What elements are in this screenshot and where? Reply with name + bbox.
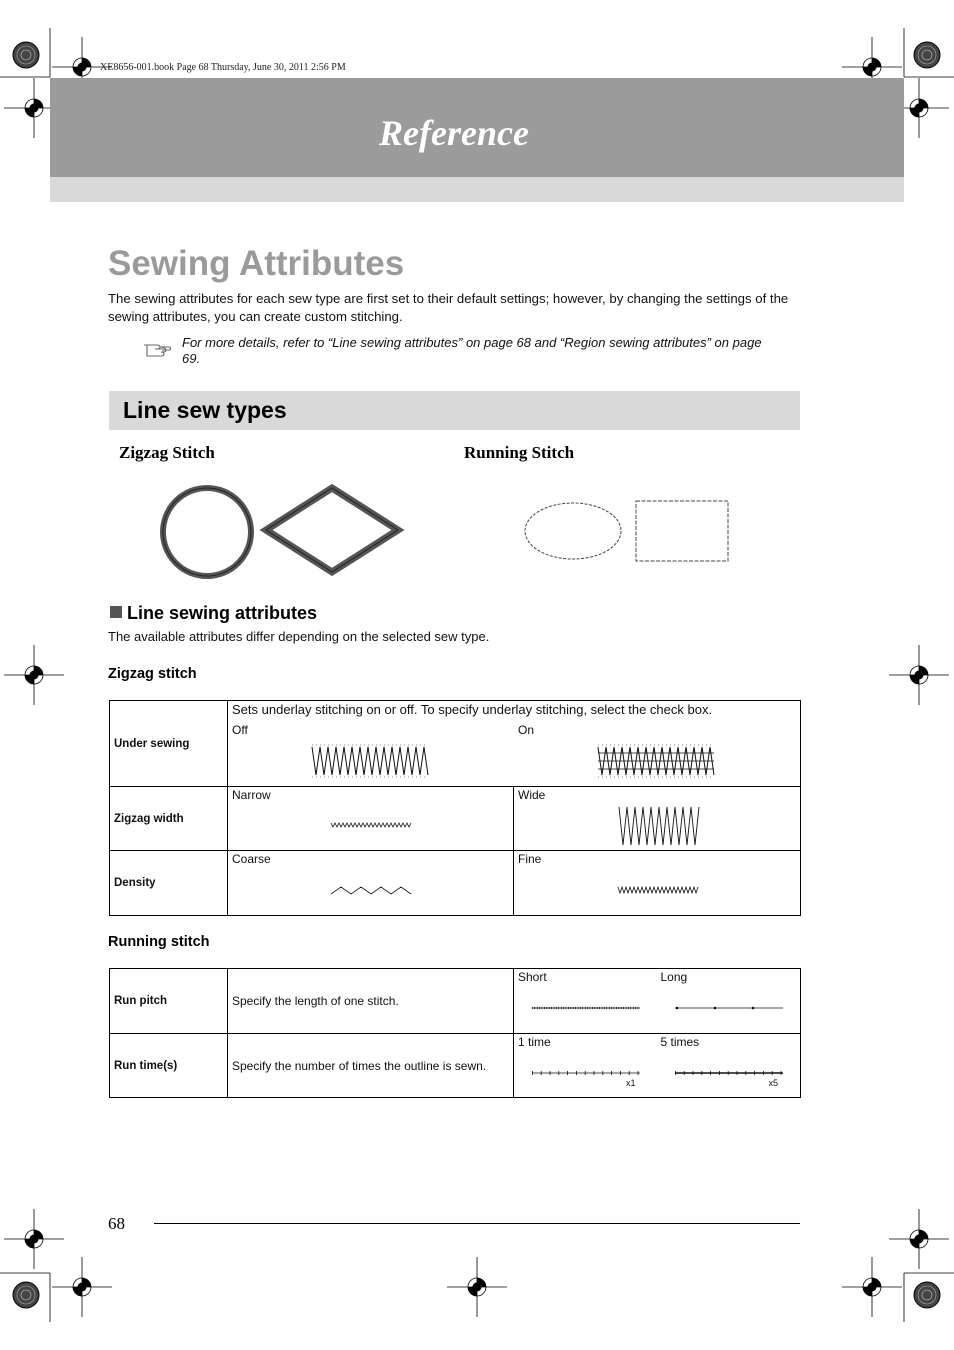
run-pitch-long-cell [657,969,801,1034]
banner-title: Reference [379,113,529,153]
table-row [110,969,801,1034]
zigzag-attributes-table [109,700,801,916]
line-sewing-attributes-title: Line sewing attributes [127,603,318,623]
under-sewing-description: Sets underlay stitching on or off. To specify underlay stitching, select the check box. [232,702,713,717]
run-times-five-label: 5 times [660,1035,700,1049]
cross-reference-note: For more details, refer to “Line sewing attributes” on page 68 and “Region sewing attributes” on page 69. [182,335,762,366]
pointing-hand-icon [143,337,171,359]
run-times-one-cell [514,1034,657,1098]
underlay-on-stitch [596,741,718,781]
row-header-zigzag-width: Zigzag width [110,787,228,851]
section-title: Line sew types [123,397,287,423]
running-stitch-sample [520,495,735,567]
run-times-description: Specify the number of times the outline is sewn. [228,1034,514,1098]
density-coarse-cell [228,851,514,916]
row-header-run-times: Run time(s) [110,1034,228,1098]
long-pitch-stitch [675,1003,783,1013]
run-times-five-tag: x5 [768,1078,779,1088]
zigzag-stitch-sample [155,480,410,585]
square-bullet-icon [110,606,122,618]
running-attributes-table [109,968,801,1098]
run-times-one-label: 1 time [518,1035,551,1049]
coarse-density-stitch [330,884,414,898]
page-title: Sewing Attributes [108,244,405,283]
density-fine-label: Fine [518,852,542,866]
row-header-run-pitch: Run pitch [110,969,228,1034]
table-row [110,787,801,851]
table-row [110,851,801,916]
underlay-off-stitch [310,741,432,781]
under-sewing-cell [228,701,801,787]
running-table-caption: Running stitch [108,934,210,950]
wide-zigzag-stitch [617,803,701,849]
running-stitch-label: Running Stitch [464,443,575,462]
line-sewing-attributes-heading [110,603,317,624]
banner-strip [50,177,904,202]
zigzag-width-wide-label: Wide [518,788,546,802]
short-pitch-stitch [532,1003,640,1013]
table-row [110,1034,801,1098]
run-pitch-description: Specify the length of one stitch. [228,969,514,1034]
row-header-density: Density [110,851,228,916]
run-pitch-short-label: Short [518,970,547,984]
one-time-stitch [532,1068,640,1078]
zigzag-wide-cell [514,787,801,851]
run-pitch-short-cell [514,969,657,1034]
print-info: XE8656-001.book Page 68 Thursday, June 30, 2011 2:56 PM [100,62,346,73]
page-number: 68 [108,1214,125,1233]
run-pitch-long-label: Long [660,970,688,984]
zigzag-narrow-cell [228,787,514,851]
footer-rule [154,1223,800,1224]
zigzag-table-caption: Zigzag stitch [108,666,197,682]
zigzag-width-narrow-label: Narrow [232,788,271,802]
zigzag-stitch-label: Zigzag Stitch [119,443,215,462]
density-coarse-label: Coarse [232,852,271,866]
under-sewing-on-label: On [518,723,535,737]
density-fine-cell [514,851,801,916]
run-times-five-cell [657,1034,801,1098]
line-sewing-attributes-description: The available attributes differ depending on the selected sew type. [108,629,490,644]
under-sewing-off-label: Off [232,723,248,737]
five-times-stitch [675,1068,783,1078]
row-header-under-sewing: Under sewing [110,701,228,787]
fine-density-stitch [617,884,699,896]
table-row [110,701,801,787]
narrow-zigzag-stitch [330,820,412,830]
run-times-one-tag: x1 [626,1078,636,1088]
intro-paragraph: The sewing attributes for each sew type are first set to their default settings; however, by changing the settings of the sewing attributes, you can create custom stitching. [108,291,789,324]
